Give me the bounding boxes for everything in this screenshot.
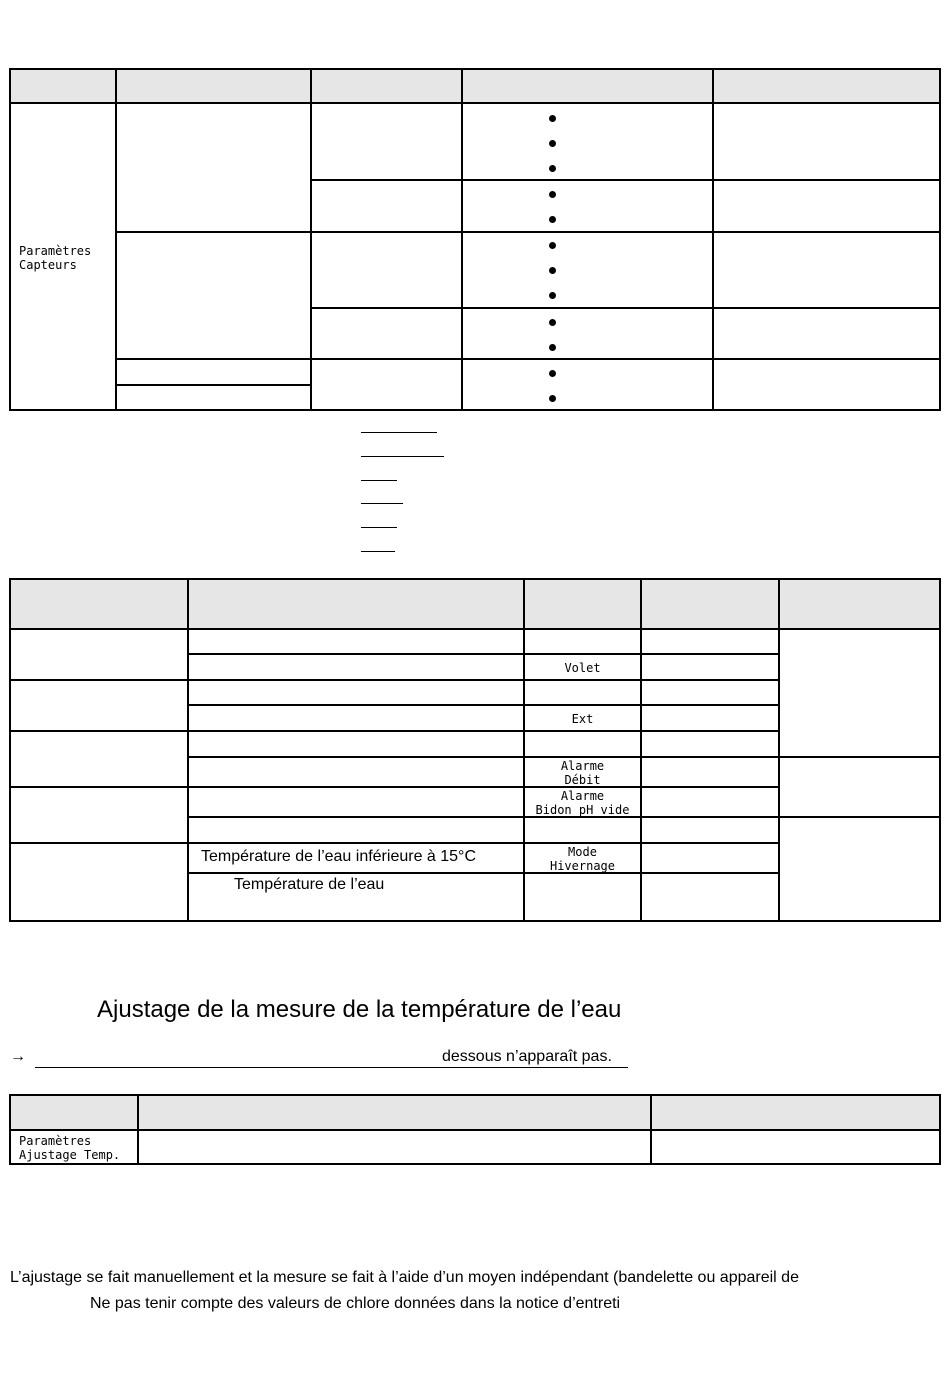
footer-line-2: Ne pas tenir compte des valeurs de chlore données dans la notice d’entreti — [90, 1295, 621, 1312]
cell-temp-inferieure: Température de l’eau inférieure à 15°C — [201, 848, 476, 865]
cell-temp-eau: Température de l’eau — [234, 876, 385, 893]
row-label-ajustage-temp: Paramètres Ajustage Temp. — [19, 1134, 121, 1162]
footer-line-1: L’ajustage se fait manuellement et la mesure se fait à l’aide d’un moyen indépendant (bandelette ou appareil de — [10, 1269, 799, 1286]
cell-alarme-bidon: Alarme Bidon pH vide — [535, 789, 630, 817]
cell-ext: Ext — [571, 712, 594, 726]
arrow-icon: → — [10, 1048, 26, 1065]
note-text: dessous n’apparaît pas. — [442, 1048, 612, 1065]
cell-volet: Volet — [564, 661, 601, 675]
cell-alarme-debit: Alarme Débit — [560, 759, 605, 787]
cell-mode-hivernage: Mode Hivernage — [549, 845, 616, 873]
row-label-parametres-capteurs: Paramètres Capteurs — [19, 244, 92, 272]
section-title: Ajustage de la mesure de la température de l’eau — [97, 996, 622, 1023]
